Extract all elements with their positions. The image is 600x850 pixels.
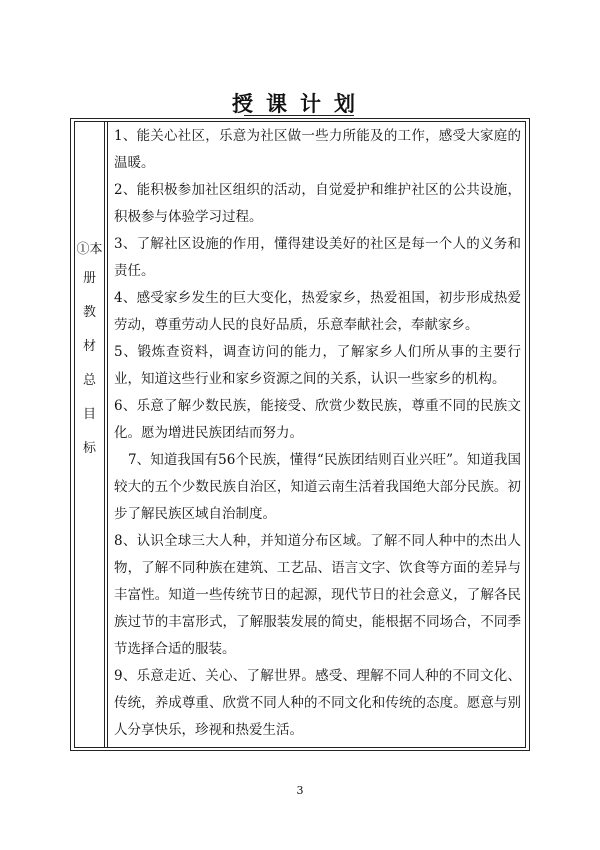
side-label (74, 238, 105, 466)
objective-item: 6、乐意了解少数民族，能接受、欣赏少数民族，尊重不同的民族文化。愿为增进民族团结而努力。 (114, 398, 521, 441)
side-label-char: 标 (82, 441, 96, 456)
objective-item: 1、能关心社区，乐意为社区做一些力所能及的工作，感受大家庭的温暖。 (114, 128, 521, 171)
page-number: 3 (296, 784, 304, 797)
objective-item: 3、了解社区设施的作用，懂得建设美好的社区是每一个人的义务和责任。 (114, 236, 521, 279)
side-label-char: 册 (82, 271, 96, 286)
side-label-char: ①本 (76, 242, 103, 257)
side-label-char: 材 (82, 339, 96, 354)
title-underline (244, 115, 354, 116)
objective-item: 2、能积极参加社区组织的活动，自觉爱护和维护社区的公共设施，积极参与体验学习过程。 (114, 182, 521, 225)
objective-item: 7、知道我国有56个民族，懂得“民族团结则百业兴旺”。知道我国较大的五个少数民族自治区，知道云南生活着我国绝大部分民族。初步了解民族区域自治制度。 (114, 452, 521, 522)
page-title: 授课计划 (232, 91, 368, 116)
objective-item: 4、感受家乡发生的巨大变化，热爱家乡，热爱祖国，初步形成热爱劳动，尊重劳动人民的良好品质，乐意奉献社会，奉献家乡。 (114, 290, 521, 333)
side-label-char: 目 (82, 407, 96, 422)
objective-item: 5、锻炼查资料，调查访问的能力，了解家乡人们所从事的主要行业，知道这些行业和家乡资源之间的关系，认识一些家乡的机构。 (114, 344, 521, 387)
objective-item: 9、乐意走近、关心、了解世界。感受、理解不同人种的不同文化、传统，养成尊重、欣赏不同人种的不同文化和传统的态度。愿意与别人分享快乐，珍视和热爱生活。 (114, 668, 521, 738)
column-divider (107, 121, 108, 748)
objectives-content (114, 123, 521, 744)
side-label-char: 总 (82, 373, 96, 388)
objective-item: 8、认识全球三大人种，并知道分布区域。了解不同人种中的杰出人物，了解不同种族在建筑、工艺品、语言文字、饮食等方面的差异与丰富性。知道一些传统节日的起源，现代节日的社会意义，了解各民族过节的丰富形式，了解服装发展的简史，能根据不同场合，不同季节选择合适的服装。 (114, 533, 521, 657)
side-label-char: 教 (82, 305, 96, 320)
